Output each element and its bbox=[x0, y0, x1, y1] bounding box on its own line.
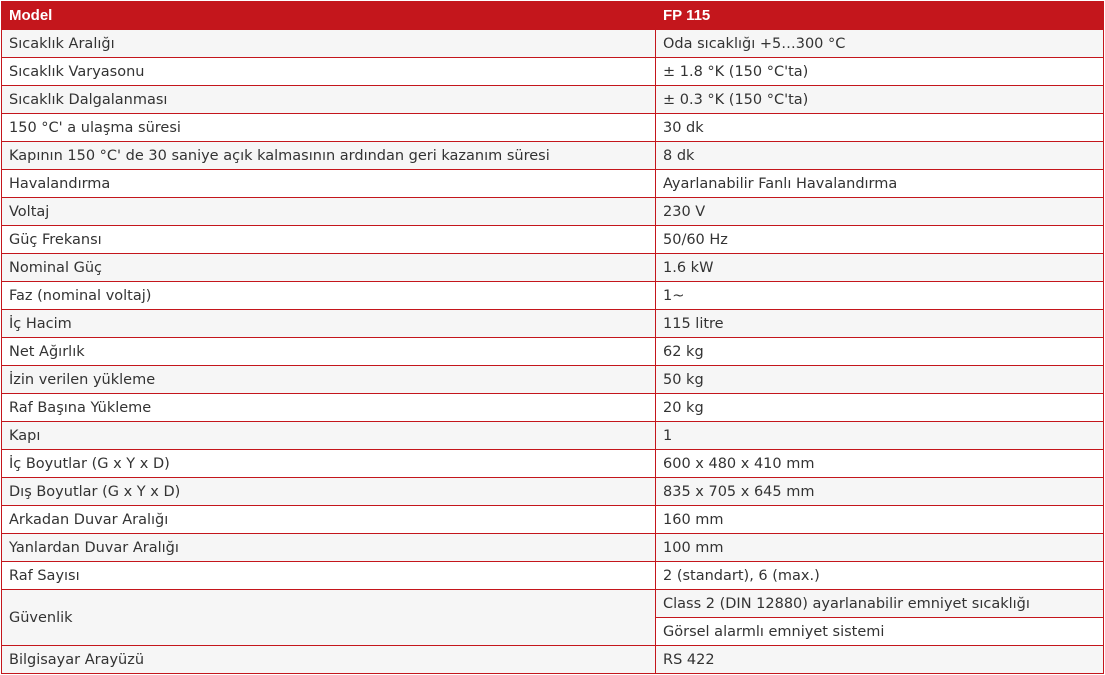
spec-value: 50 kg bbox=[656, 366, 1104, 394]
spec-value: 50/60 Hz bbox=[656, 226, 1104, 254]
spec-value: 62 kg bbox=[656, 338, 1104, 366]
table-body bbox=[2, 30, 1104, 674]
spec-value: 30 dk bbox=[656, 114, 1104, 142]
spec-value: 8 dk bbox=[656, 142, 1104, 170]
spec-label: Kapının 150 °C' de 30 saniye açık kalmasının ardından geri kazanım süresi bbox=[2, 142, 656, 170]
spec-label: Sıcaklık Varyasonu bbox=[2, 58, 656, 86]
spec-label: Dış Boyutlar (G x Y x D) bbox=[2, 478, 656, 506]
spec-label: Voltaj bbox=[2, 198, 656, 226]
table-row bbox=[2, 646, 1104, 674]
table-row bbox=[2, 506, 1104, 534]
table-row bbox=[2, 142, 1104, 170]
table-row bbox=[2, 58, 1104, 86]
spec-value: Görsel alarmlı emniyet sistemi bbox=[656, 618, 1104, 646]
spec-value: Oda sıcaklığı +5…300 °C bbox=[656, 30, 1104, 58]
spec-label: Havalandırma bbox=[2, 170, 656, 198]
table-row bbox=[2, 86, 1104, 114]
spec-label: Güvenlik bbox=[2, 590, 656, 646]
spec-value: ± 1.8 °K (150 °C'ta) bbox=[656, 58, 1104, 86]
spec-label: Güç Frekansı bbox=[2, 226, 656, 254]
spec-label: Net Ağırlık bbox=[2, 338, 656, 366]
spec-label: Bilgisayar Arayüzü bbox=[2, 646, 656, 674]
spec-value: 1~ bbox=[656, 282, 1104, 310]
table-row bbox=[2, 422, 1104, 450]
table-header-row bbox=[2, 2, 1104, 30]
spec-label: Nominal Güç bbox=[2, 254, 656, 282]
table-row bbox=[2, 394, 1104, 422]
table-row bbox=[2, 478, 1104, 506]
spec-value: 20 kg bbox=[656, 394, 1104, 422]
table-row bbox=[2, 562, 1104, 590]
spec-label: Arkadan Duvar Aralığı bbox=[2, 506, 656, 534]
spec-value: 100 mm bbox=[656, 534, 1104, 562]
spec-value: Ayarlanabilir Fanlı Havalandırma bbox=[656, 170, 1104, 198]
table-row bbox=[2, 534, 1104, 562]
spec-value: 835 x 705 x 645 mm bbox=[656, 478, 1104, 506]
spec-value: 600 x 480 x 410 mm bbox=[656, 450, 1104, 478]
spec-value: ± 0.3 °K (150 °C'ta) bbox=[656, 86, 1104, 114]
spec-value: 230 V bbox=[656, 198, 1104, 226]
table-row bbox=[2, 198, 1104, 226]
table-row bbox=[2, 30, 1104, 58]
table-row bbox=[2, 226, 1104, 254]
spec-value: Class 2 (DIN 12880) ayarlanabilir emniyet sıcaklığı bbox=[656, 590, 1104, 618]
spec-value: 1.6 kW bbox=[656, 254, 1104, 282]
table-row bbox=[2, 282, 1104, 310]
spec-label: Raf Başına Yükleme bbox=[2, 394, 656, 422]
spec-label: Yanlardan Duvar Aralığı bbox=[2, 534, 656, 562]
spec-label: Sıcaklık Aralığı bbox=[2, 30, 656, 58]
spec-value: 1 bbox=[656, 422, 1104, 450]
spec-label: Kapı bbox=[2, 422, 656, 450]
spec-label: İzin verilen yükleme bbox=[2, 366, 656, 394]
table-row bbox=[2, 254, 1104, 282]
table-row bbox=[2, 114, 1104, 142]
spec-label: 150 °C' a ulaşma süresi bbox=[2, 114, 656, 142]
header-label: Model bbox=[2, 2, 656, 30]
spec-value: 160 mm bbox=[656, 506, 1104, 534]
spec-label: Faz (nominal voltaj) bbox=[2, 282, 656, 310]
spec-label: Sıcaklık Dalgalanması bbox=[2, 86, 656, 114]
spec-value: 2 (standart), 6 (max.) bbox=[656, 562, 1104, 590]
header-value: FP 115 bbox=[656, 2, 1104, 30]
spec-label: İç Boyutlar (G x Y x D) bbox=[2, 450, 656, 478]
spec-value: 115 litre bbox=[656, 310, 1104, 338]
table-row bbox=[2, 590, 1104, 618]
spec-value: RS 422 bbox=[656, 646, 1104, 674]
table-row bbox=[2, 450, 1104, 478]
table-row bbox=[2, 366, 1104, 394]
spec-table bbox=[1, 1, 1104, 674]
spec-label: İç Hacim bbox=[2, 310, 656, 338]
table-row bbox=[2, 170, 1104, 198]
table-row bbox=[2, 310, 1104, 338]
spec-label: Raf Sayısı bbox=[2, 562, 656, 590]
table-row bbox=[2, 338, 1104, 366]
